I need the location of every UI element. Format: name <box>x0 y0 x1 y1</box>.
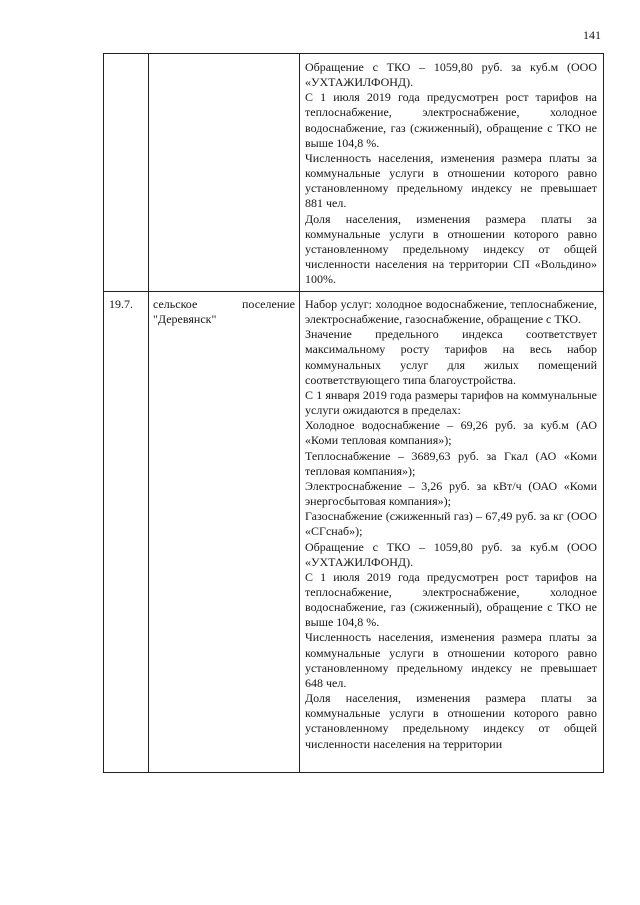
row-divider <box>104 291 603 292</box>
row-number: 19.7. <box>109 297 133 311</box>
tariff-paragraph: Набор услуг: холодное водоснабжение, теплоснабжение, электроснабжение, газоснабжение, обращение с ТКО. <box>305 297 597 327</box>
continuation-paragraph: Численность населения, изменения размера платы за коммунальные услуги в отношении которого равно установленному предельному индексу не превышает 881 чел. <box>305 150 597 211</box>
continuation-paragraph: С 1 июля 2019 года предусмотрен рост тарифов на теплоснабжение, электроснабжение, холодное водоснабжение, газ (сжиженный), обращение с ТКО не выше 104,8 %. <box>305 90 597 150</box>
continuation-paragraph: Обращение с ТКО – 1059,80 руб. за куб.м (ООО «УХТАЖИЛФОНД). <box>305 60 597 90</box>
continuation-cell <box>305 60 597 287</box>
tariff-table <box>103 53 604 773</box>
tariff-paragraph: Доля населения, изменения размера платы за коммунальные услуги в отношении которого равно установленному предельному индексу от общей численности населения на территории <box>305 691 597 751</box>
column-divider-number <box>148 54 149 772</box>
tariff-paragraph: Холодное водоснабжение – 69,26 руб. за куб.м (АО «Коми тепловая компания»); <box>305 418 597 448</box>
tariff-paragraph: Значение предельного индекса соответствует максимальному росту тарифов на весь набор коммунальных услуг для жилых помещений соответствующего типа благоустройства. <box>305 327 597 387</box>
tariff-paragraph: Электроснабжение – 3,26 руб. за кВт/ч (ОАО «Коми энергосбытовая компания»); <box>305 478 597 509</box>
tariff-paragraph: С 1 июля 2019 года предусмотрен рост тарифов на теплоснабжение, электроснабжение, холодное водоснабжение, газ (сжиженный), обращение с ТКО не выше 104,8 %. <box>305 569 597 630</box>
settlement-name: сельское поселение "Деревянск" <box>153 297 295 327</box>
continuation-paragraph: Доля населения, изменения размера платы за коммунальные услуги в отношении которого равно установленному предельному индексу от общей численности населения на территории СП «Вольдино» 100%. <box>305 211 597 287</box>
tariff-paragraph: Обращение с ТКО – 1059,80 руб. за куб.м (ООО «УХТАЖИЛФОНД). <box>305 539 597 569</box>
column-divider-settlement <box>299 54 300 772</box>
tariff-description-cell <box>305 297 597 752</box>
tariff-paragraph: С 1 января 2019 года размеры тарифов на коммунальные услуги ожидаются в пределах: <box>305 387 597 418</box>
tariff-paragraph: Газоснабжение (сжиженный газ) – 67,49 руб. за кг (ООО «СГснаб»); <box>305 509 597 539</box>
tariff-paragraph: Теплоснабжение – 3689,63 руб. за Гкал (АО «Коми тепловая компания»); <box>305 448 597 478</box>
page-number: 141 <box>583 28 601 42</box>
tariff-paragraph: Численность населения, изменения размера платы за коммунальные услуги в отношении которого равно установленному предельному индексу не превышает 648 чел. <box>305 630 597 690</box>
